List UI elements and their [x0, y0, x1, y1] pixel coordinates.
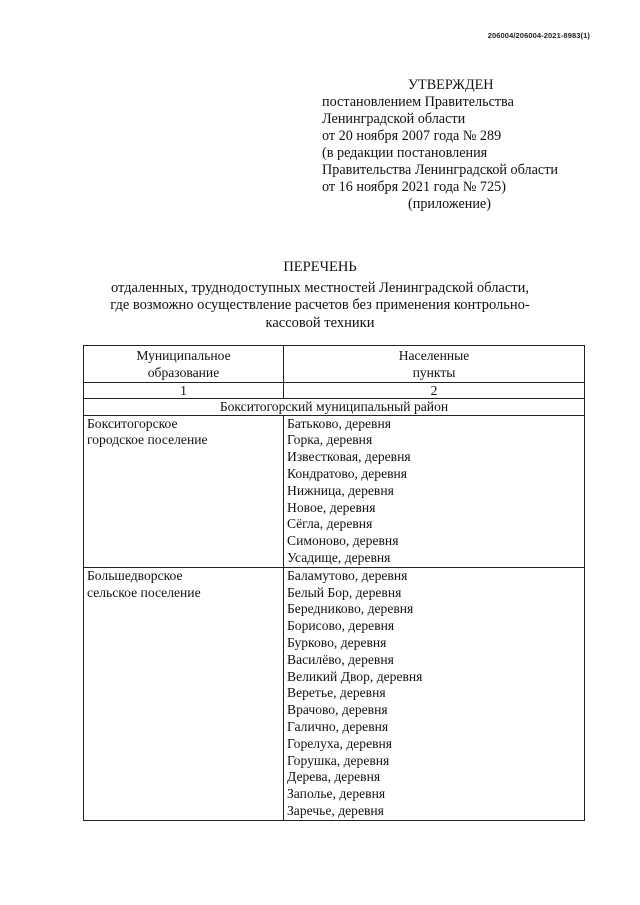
- settlement-item: Заполье, деревня: [287, 786, 386, 802]
- settlements-cell: [284, 567, 585, 820]
- table-row: [84, 415, 585, 567]
- approval-line: постановлением Правительства: [322, 94, 514, 110]
- document-id: 206004/206004-2021-8983(1): [487, 31, 590, 40]
- settlement-item: Усадище, деревня: [287, 549, 391, 565]
- municipality-text: Бокситогорское: [87, 415, 178, 431]
- table-header-row: [84, 346, 585, 383]
- approval-line: от 20 ноября 2007 года № 289: [322, 128, 502, 144]
- settlement-item: Дерева, деревня: [287, 769, 381, 785]
- settlement-item: Симоново, деревня: [287, 533, 399, 549]
- document-subtitle-line: где возможно осуществление расчетов без применения контрольно-: [110, 297, 530, 313]
- approval-line: Правительства Ленинградской области: [322, 162, 558, 178]
- settlement-item: Бередниково, деревня: [287, 601, 414, 617]
- settlement-item: Горелуха, деревня: [287, 735, 393, 751]
- settlement-item: Баламутово, деревня: [287, 567, 408, 583]
- municipality-text: Большедворское: [87, 567, 183, 583]
- settlement-item: Кондратово, деревня: [287, 465, 408, 481]
- header-text: образование: [147, 364, 220, 380]
- settlement-item: Новое, деревня: [287, 499, 376, 515]
- settlement-item: Борисово, деревня: [287, 618, 395, 634]
- settlement-item: Сёгла, деревня: [287, 516, 373, 532]
- settlement-item: Нижница, деревня: [287, 482, 394, 498]
- header-text: Населенные: [398, 348, 470, 363]
- municipality-cell: [84, 415, 284, 567]
- approval-line: от 16 ноября 2021 года № 725): [322, 179, 506, 195]
- municipality-text: сельское поселение: [87, 584, 201, 600]
- document-subtitle-line: отдаленных, труднодоступных местностей Ленинградской области,: [110, 279, 530, 296]
- document-title: ПЕРЕЧЕНЬ: [283, 259, 357, 275]
- settlement-item: Горушка, деревня: [287, 752, 390, 768]
- header-text: пункты: [412, 364, 456, 380]
- header-settlements: [284, 346, 585, 383]
- settlement-item: Врачово, деревня: [287, 702, 388, 718]
- header-municipality: [84, 346, 284, 383]
- settlement-item: Великий Двор, деревня: [287, 668, 423, 684]
- column-number: 2: [284, 382, 585, 398]
- district-name: Бокситогорский муниципальный район: [84, 398, 585, 415]
- document-subtitle-line: кассовой техники: [265, 314, 375, 331]
- settlement-item: Белый Бор, деревня: [287, 584, 402, 600]
- settlements-table: [83, 345, 585, 821]
- settlement-item: Заречье, деревня: [287, 802, 384, 818]
- district-row: [84, 398, 585, 415]
- settlement-item: Известковая, деревня: [287, 449, 411, 465]
- approval-line: Ленинградской области: [322, 111, 466, 127]
- settlement-item: Батьково, деревня: [287, 415, 391, 431]
- approval-line: (в редакции постановления: [322, 145, 488, 161]
- settlement-item: Горка, деревня: [287, 432, 373, 448]
- approval-title: УТВЕРЖДЕН: [408, 77, 494, 93]
- approval-appendix: (приложение): [408, 196, 491, 212]
- approval-stamp: [322, 77, 622, 213]
- settlement-item: Бурково, деревня: [287, 634, 387, 650]
- column-number: 1: [84, 382, 284, 398]
- municipality-text: городское поселение: [87, 432, 208, 448]
- settlement-item: Василёво, деревня: [287, 651, 394, 667]
- settlement-item: Веретье, деревня: [287, 685, 386, 701]
- table-row: [84, 567, 585, 820]
- settlement-item: Галично, деревня: [287, 718, 389, 734]
- column-number-row: [84, 382, 585, 398]
- settlements-cell: [284, 415, 585, 567]
- document-heading: [60, 259, 580, 332]
- municipality-cell: [84, 567, 284, 820]
- header-text: Муниципальное: [136, 348, 231, 363]
